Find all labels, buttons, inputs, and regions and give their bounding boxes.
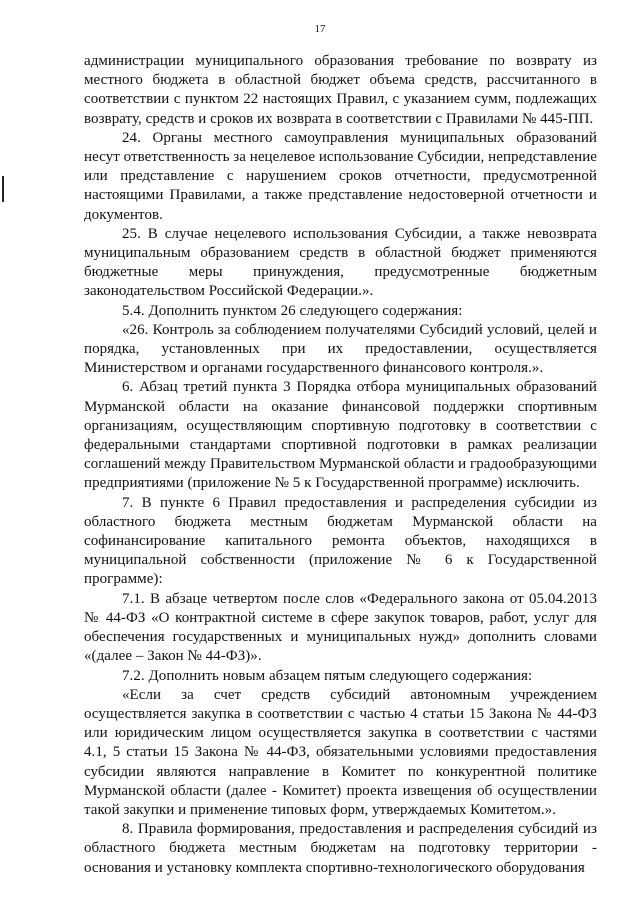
page-number: 17 [314,23,326,35]
paragraph-5-4: 5.4. Дополнить пунктом 26 следующего содержания: [122,302,463,319]
document-body [84,52,597,878]
binding-mark [2,176,4,202]
paragraph-7-1: 7.1. В абзаце четвертом после слов «Федерального закона от 05.04.2013 № 44-ФЗ «О контрактной системе в сфере закупок товаров, работ, услуг для обеспечения государственных и муниципальных нужд» дополнить словами «(далее – Закон № 44-ФЗ)». [84,590,597,665]
paragraph-25: 25. В случае нецелевого использования Субсидии, а также невозврата муниципальным образованием средств в областной бюджет применяются бюджетные меры принуждения, предусмотренные бюджетным законодательством Российской Федерации.». [84,225,597,300]
paragraph-7-2: 7.2. Дополнить новым абзацем пятым следующего содержания: [122,667,533,684]
paragraph-7: 7. В пункте 6 Правил предоставления и распределения субсидии из областного бюджета местным бюджетам Мурманской области на софинансирование капитального ремонта объектов, находящихся в муниципальной собственности (приложение № 6 к Государственной программе): [84,494,597,588]
paragraph-24: 24. Органы местного самоуправления муниципальных образований несут ответственность за нецелевое использование Субсидии, непредставление или представление с нарушением сроков отчетности, предусмотренной настоящими Правилами, а также представление недостоверной отчетности и документов. [84,129,598,223]
paragraph-8: 8. Правила формирования, предоставления и распределения субсидий из областного бюджета местным бюджетам на подготовку территории - основания и установку комплекта спортивно-технологического оборудования [84,821,597,876]
paragraph-quote: «Если за счет средств субсидий автономным учреждением осуществляется закупка в соответствии с частью 4 статьи 15 Закона № 44-ФЗ или юридическим лицом осуществляется закупка в соответствии с частями 4.1, 5 статьи 15 Закона № 44-ФЗ, обязательными условиями предоставления субсидии являются направление в Комитет по конкурентной политике Мурманской области (далее - Комитет) проекта извещения об осуществлении такой закупки и применение типовых форм, утверждаемых Комитетом.». [84,686,597,818]
paragraph-6: 6. Абзац третий пункта 3 Порядка отбора муниципальных образований Мурманской области на оказание финансовой поддержки спортивным организациям, осуществляющим спортивную подготовку в соответствии с федеральными стандартами спортивной подготовки в рамках реализации соглашений между Правительством Мурманской области и градообразующими предприятиями (приложение № 5 к Государственной программе) исключить. [84,379,597,492]
paragraph-continuation: администрации муниципального образования требование по возврату из местного бюджета в областной бюджет объема средств, рассчитанного в соответствии с пунктом 22 настоящих Правил, с указанием сумм, подлежащих возврату, средств и сроков их возврата в соответствии с Правилами № 445-ПП. [84,53,597,127]
paragraph-26: «26. Контроль за соблюдением получателями Субсидий условий, целей и порядка, установленных при их предоставлении, осуществляется Министерством и органами государственного финансового контроля.». [84,321,597,377]
